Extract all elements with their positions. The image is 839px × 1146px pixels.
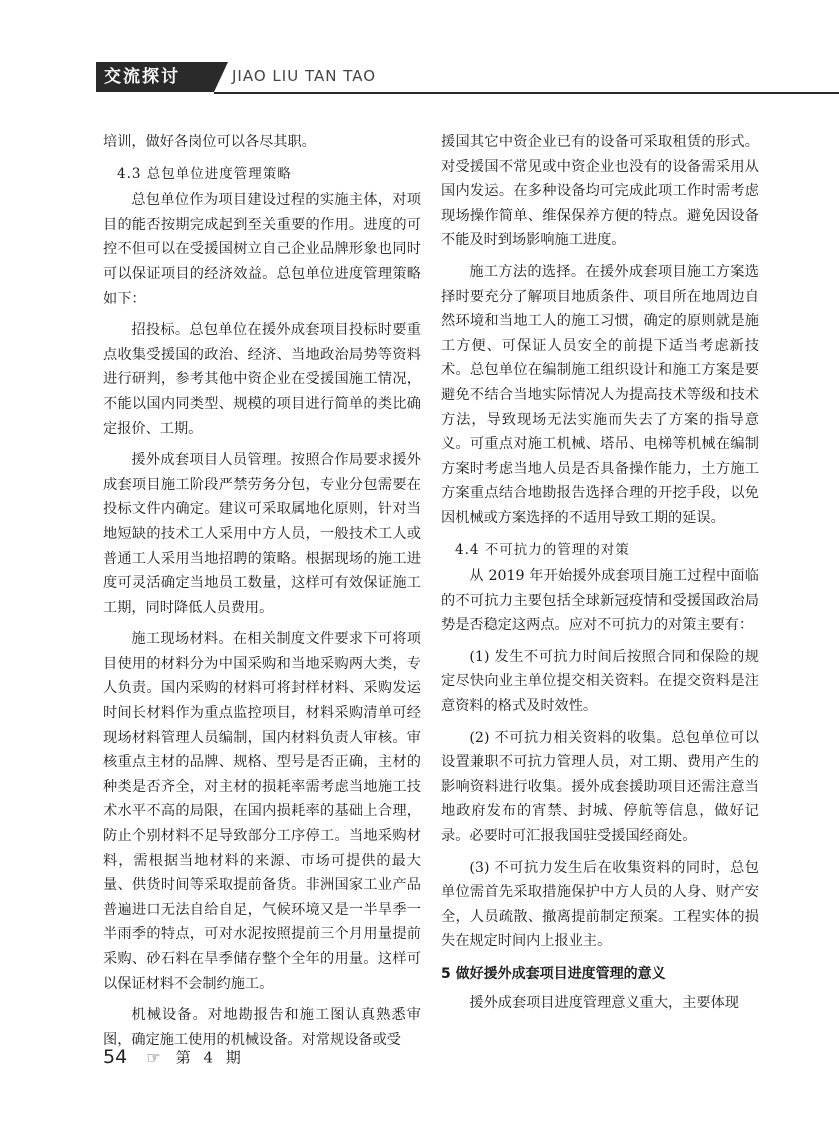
paragraph: 培训，做好各岗位可以各尽其职。: [103, 134, 316, 150]
paragraph: 援外成套项目人员管理。按照合作局要求援外成套项目施工阶段严禁劳务分包，专业分包需要在投标文件内确定。建议可采取属地化原则，针对当地短缺的技术工人采用中方人员，一般技术工人或普通工人采用当地招聘的策略。根据现场的施工进度可灵活确定当地员工数量，这样可有效保证施工工期，同时降低人员费用。: [103, 452, 421, 616]
paragraph: 援国其它中资企业已有的设备可采取租赁的形式。对受援国不常见或中资企业也没有的设备需采用从国内发运。在多种设备均可完成此项工作时需考虑现场操作简单、维保保养方便的特点。避免因设备不能及时到场影响施工进度。: [441, 134, 759, 249]
header-rule: [214, 92, 839, 94]
page-header: [96, 62, 746, 94]
paragraph: 机械设备。对地勘报告和施工图认真熟悉审图，确定施工使用的机械设备。对常规设备或受: [103, 1007, 421, 1048]
paragraph: (3) 不可抗力发生后在收集资料的同时，总包单位需首先采取措施保护中方人员的人身、财产安全，人员疏散、撤离提前制定预案。工程实体的损失在规定时间内上报业主。: [441, 859, 759, 950]
subsection-heading-4-4: 4.4 不可抗力的管理的对策: [455, 541, 630, 558]
right-column: [441, 130, 759, 1022]
section-heading-5: 5 做好援外成套项目进度管理的意义: [441, 966, 666, 982]
paragraph: 援外成套项目进度管理意义重大，主要体现: [469, 994, 739, 1011]
paragraph: 施工方法的选择。在援外成套项目施工方案选择时要充分了解项目地质条件、项目所在地周边自然环境和当地工人的施工习惯，确定的原则就是施工方便、可保证人员安全的前提下适当考虑新技术。总包单位在编制施工组织设计和施工方案是要避免不结合当地实际情况人为提高技术等级和技术方法，导致现场无法实施而失去了方案的指导意义。可重点对施工机械、塔吊、电梯等机械在编制方案时考虑当地人员是否具备操作能力，土方施工方案重点结合地勘报告选择合理的开挖手段，以免因机械或方案选择的不适用导致工期的延误。: [441, 263, 759, 526]
paragraph: (2) 不可抗力相关资料的收集。总包单位可以设置兼职不可抗力管理人员，对工期、费用产生的影响资料进行收集。援外成套援助项目还需注意当地政府发布的宵禁、封城、停航等信息，做好记录。必要时可汇报我国驻受援国经商处。: [441, 729, 759, 845]
paragraph: 从 2019 年开始援外成套项目施工过程中面临的不可抗力主要包括全球新冠疫情和受援国政治局势是否稳定这两点。应对不可抗力的对策主要有：: [441, 568, 759, 634]
issue-number: 第 4 期: [175, 1048, 245, 1067]
section-title-en: JIAO LIU TAN TAO: [232, 67, 376, 85]
paragraph: (1) 发生不可抗力时间后按照合同和保险的规定尽快向业主单位提交相关资料。在提交资料是注意资料的格式及时效性。: [441, 648, 759, 715]
left-column: [103, 130, 421, 1059]
subsection-heading-4-3: 4.3 总包单位进度管理策略: [117, 165, 292, 182]
hand-pointing-icon: ☞: [146, 1047, 161, 1067]
page-number: 54: [103, 1046, 128, 1068]
section-tab: 交流探讨: [96, 62, 214, 92]
page-footer: [103, 1046, 245, 1076]
paragraph: 招投标。总包单位在援外成套项目投标时要重点收集受援国的政治、经济、当地政治局势等资料进行研判，参考其他中资企业在受援国施工情况，不能以国内同类型、规模的项目进行简单的类比确定报价、工期。: [103, 322, 421, 437]
paragraph: 施工现场材料。在相关制度文件要求下可将项目使用的材料分为中国采购和当地采购两大类，专人负责。国内采购的材料可将封样材料、采购发运时间长材料作为重点监控项目，材料采购清单可经现场材料管理人员编制，国内材料负责人审核。审核重点主材的品牌、规格、型号是否正确，主材的种类是否齐全，对主材的损耗率需考虑当地施工技术水平不高的局限，在国内损耗率的基础上合理，防止个别材料不足导致部分工序停工。当地采购材料，需根据当地材料的来源、市场可提供的最大量、供货时间等采取提前备货。非洲国家工业产品普遍进口无法自给自足，气候环境又是一半旱季一半雨季的特点，可对水泥按照提前三个月用量提前采购、砂石料在旱季储存整个全年的用量。这样可以保证材料不会制约施工。: [103, 631, 421, 992]
paragraph: 总包单位作为项目建设过程的实施主体，对项目的能否按期完成起到至关重要的作用。进度的可控不但可以在受援国树立自己企业品牌形象也同时可以保证项目的经济效益。总包单位进度管理策略如下：: [103, 192, 421, 307]
